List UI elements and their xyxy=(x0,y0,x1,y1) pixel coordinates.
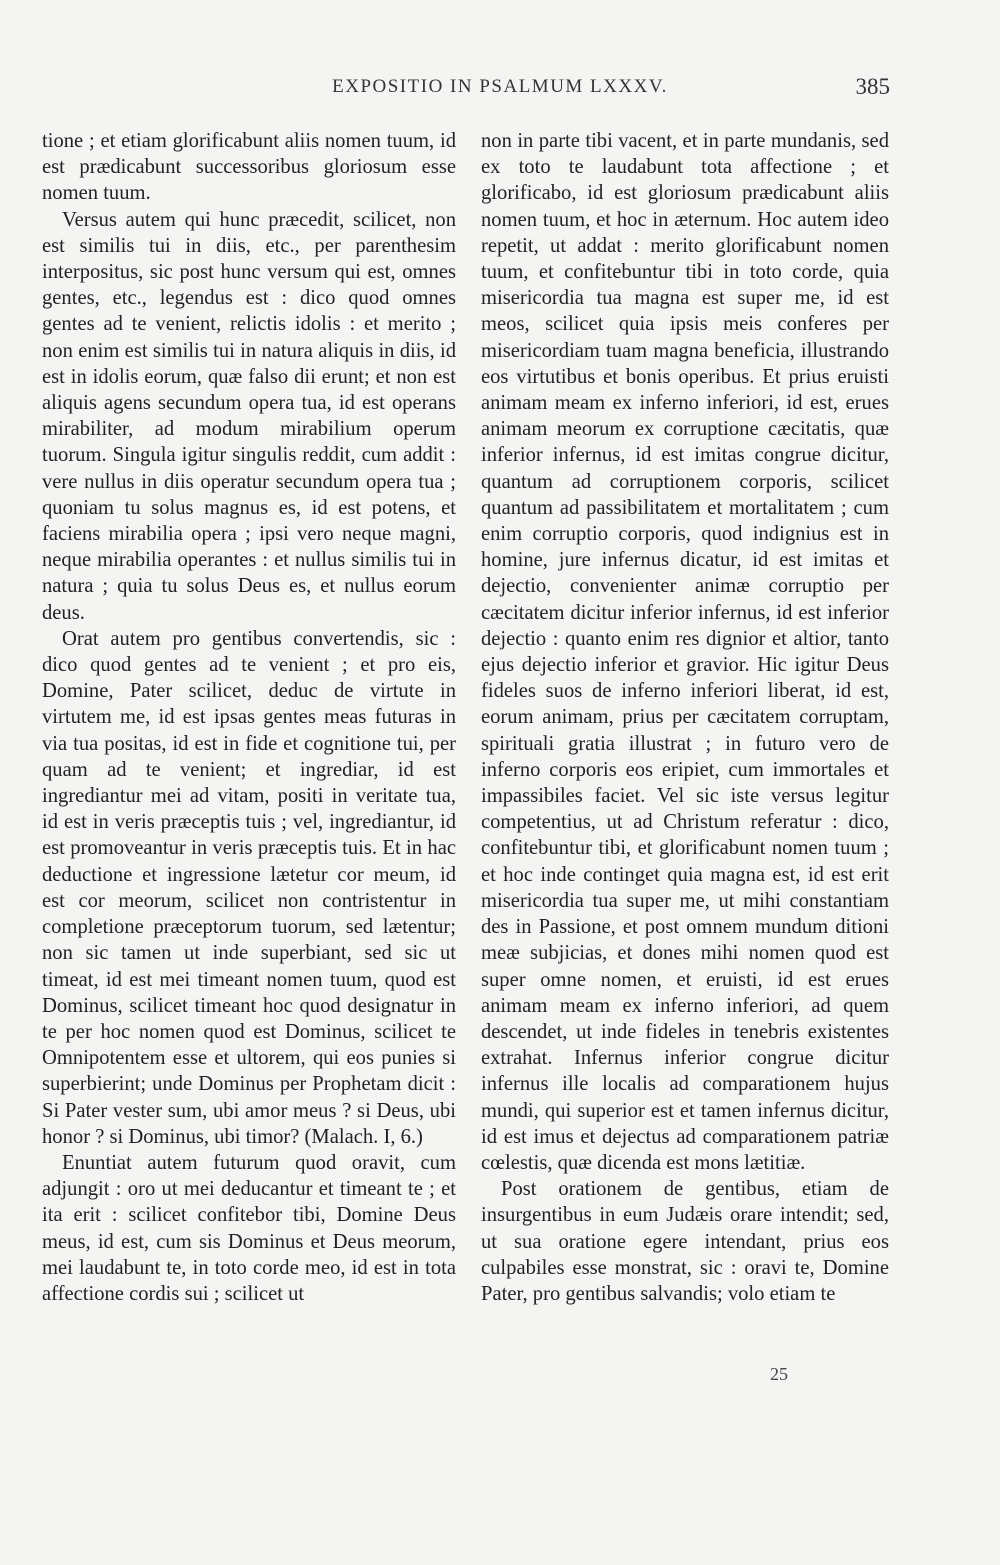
paragraph: tione ; et etiam glorificabunt aliis nomen tuum, id est prædicabunt successoribus gloriosum esse nomen tuum. xyxy=(42,130,456,205)
right-column xyxy=(481,128,889,1307)
signature-mark: 25 xyxy=(770,1364,788,1384)
running-head xyxy=(0,76,1000,106)
paragraph: Enuntiat autem futurum quod oravit, cum adjungit : oro ut mei deducantur et timeant te ; et ita erit : scilicet confitebor tibi, Domine Deus meus, id est, cum sis Dominus et Deus meorum, mei laudabunt te, in toto corde meo, id est in tota affectione cordis sui ; scilicet ut xyxy=(42,1151,456,1305)
paragraph: non in parte tibi vacent, et in parte mundanis, sed ex toto te laudabunt tota affectione ; et glorificabo, id est gloriosum prædicabunt aliis nomen tuum, et hoc in æternum. Hoc autem ideo repetit, ut addat : merito glorificabunt nomen tuum, et confitebuntur tibi in toto corde, quia misericordia tua magna est super me, id est meos, scilicet quia ipsis meis conferes per misericordiam tuam magna beneficia, illustrando eos virtutibus et bonis operibus. Et prius eruisti animam meam ex inferno inferiori, id est, erues animam meorum ex corruptione cæcitatis, quæ inferior infernus, id est imitas congrue dicitur, quantum ad corruptionem corporis, scilicet quantum ad passibilitatem et mortalitatem ; cum enim corruptio corporis, quod indignius est in homine, jure infernus dicatur, id est imitas et dejectio, convenienter animæ corruptio per cæcitatem dicitur inferior infernus, id est inferior dejectio : quanto enim res dignior et altior, tanto ejus dejectio inferior et gravior. Hic igitur Deus fideles suos de inferno inferiori liberat, id est, eorum animam, prius per cæcitatem corruptam, spirituali gratia illustrat ; in futuro vero de inferno corporis eos eripiet, cum immortales et impassibiles faciet. Vel sic iste versus legitur competentius, ut ad Christum referatur : dico, confitebuntur tibi, et glorificabunt nomen tuum ; et hoc inde continget quia magna est, id est erit misericordia tua super me, ut mihi constantiam des in Passione, et post omnem mundum ditioni meæ subjicias, et dones mihi nomen quod est super omne nomen, et eruisti, id est erues animam meam ex inferno inferiori, ad quem descendet, ut inde fideles in tenebris existentes extrahat. Infernus inferior congrue dicitur infernus ille localis ad comparationem hujus mundi, qui superior est et tamen infernus dicitur, id est imus et dejectus ad comparationem patriæ cœlestis, quæ dicenda est mons lætitiæ. xyxy=(481,130,889,1174)
page-number: 385 xyxy=(855,74,890,99)
paragraph: Post orationem de gentibus, etiam de insurgentibus in eum Judæis orare intendit; sed, ut sua oratione egere intendant, prius eos culpabiles esse monstrat, sic : oravi te, Domine Pater, pro gentibus salvandis; volo etiam te xyxy=(481,1178,889,1305)
running-title: EXPOSITIO IN PSALMUM LXXXV. xyxy=(332,76,668,97)
paragraph: Orat autem pro gentibus convertendis, sic : dico quod gentes ad te venient ; et pro eis, Domine, Pater scilicet, deduc de virtute in virtutem me, id est ipsas gentes meas futuras in via tua positas, id est in fide et cognitione tui, per quam ad te venient; et ingrediar, id est ingrediantur mei ad vitam, positi in veritate tua, id est in veris præceptis tuis ; vel, ingrediantur, id est promoveantur in veris præceptis tuis. Et in hac deductione et ingressione lætetur cor meum, id est cor meorum, scilicet non contristentur in completione præceptorum tuorum, sed lætentur; non sic tamen ut inde superbiant, sed sic ut timeat, id est mei timeant nomen tuum, quod est Dominus, scilicet timeant hoc quod designatur in te per hoc nomen quod est Dominus, scilicet te Omnipotentem esse et ultorem, qui eos punies si superbierint; unde Dominus per Prophetam dicit : Si Pater vester sum, ubi amor meus ? si Deus, ubi honor ? si Dominus, ubi timor? (Malach. I, 6.) xyxy=(42,627,456,1148)
left-column xyxy=(42,128,456,1307)
paragraph: Versus autem qui hunc præcedit, scilicet, non est similis tui in diis, etc., per parenthesim interpositus, sic post hunc versum qui est, omnes gentes, etc., legendus est : dico quod omnes gentes ad te venient, relictis idolis : et merito ; non enim est similis tui in natura aliquis in diis, id est in idolis eorum, quæ falso dii erunt; et non est aliquis agens secundum opera tua, id est operans mirabiliter, ad modum mirabilium operum tuorum. Singula igitur singulis reddit, cum addit : vere nullus in diis operatur secundum opera tua ; quoniam tu solus magnus es, id est potens, et faciens mirabilia opera ; ipsi vero neque magni, neque mirabilia operantes : et nullus similis tui in natura ; quia tu solus Deus es, et nullus eorum deus. xyxy=(42,208,456,624)
